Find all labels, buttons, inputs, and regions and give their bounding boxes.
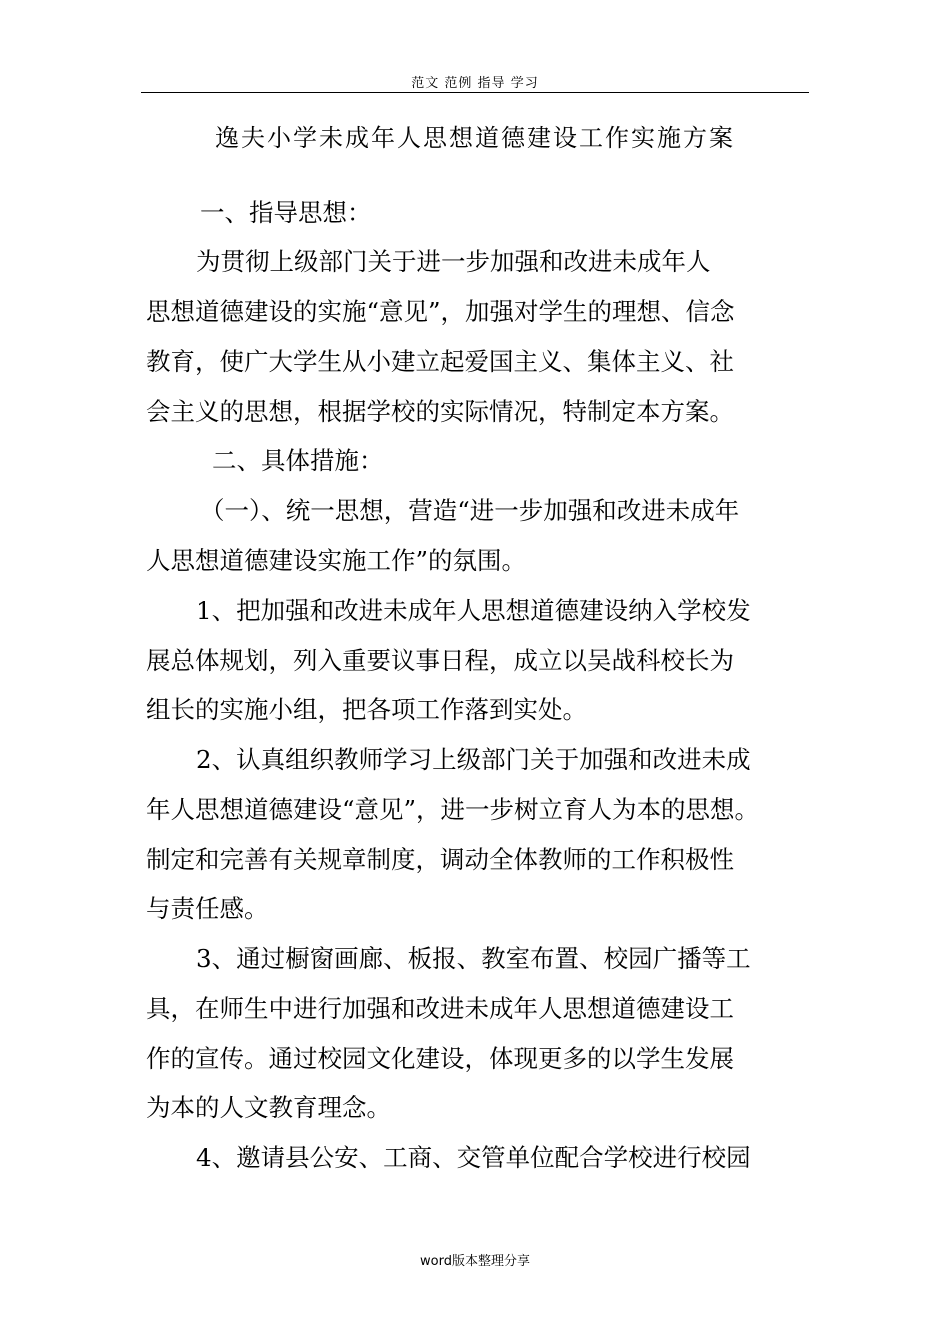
paragraph-line: 人思想道德建设实施工作”的氛围。 bbox=[146, 546, 527, 575]
paragraph-line: 展总体规划，列入重要议事日程，成立以吴战科校长为 bbox=[146, 646, 734, 675]
list-item-2: 2、认真组织教师学习上级部门关于加强和改进未成 bbox=[196, 745, 751, 774]
paragraph-line: 具，在师生中进行加强和改进未成年人思想道德建设工 bbox=[146, 994, 734, 1023]
paragraph-line: 教育，使广大学生从小建立起爱国主义、集体主义、社 bbox=[146, 347, 734, 376]
paragraph-line: 思想道德建设的实施“意见”，加强对学生的理想、信念 bbox=[146, 297, 735, 326]
document-title: 逸夫小学未成年人思想道德建设工作实施方案 bbox=[215, 124, 735, 152]
paragraph-line: 年人思想道德建设“意见”，进一步树立育人为本的思想。 bbox=[146, 795, 760, 824]
paragraph-line: 会主义的思想，根据学校的实际情况，特制定本方案。 bbox=[146, 397, 734, 426]
header-divider bbox=[141, 92, 809, 93]
list-item-3: 3、通过橱窗画廊、板报、教室布置、校园广播等工 bbox=[196, 944, 751, 973]
list-item-4: 4、邀请县公安、工商、交管单位配合学校进行校园 bbox=[196, 1143, 751, 1172]
section-heading-measures: 二、具体措施： bbox=[212, 446, 384, 475]
subsection-heading-1: （一）、统一思想，营造“进一步加强和改进未成年 bbox=[200, 496, 740, 525]
list-item-1: 1、把加强和改进未成年人思想道德建设纳入学校发 bbox=[196, 596, 751, 625]
paragraph-line: 作的宣传。通过校园文化建设，体现更多的以学生发展 bbox=[146, 1044, 734, 1073]
paragraph-line: 制定和完善有关规章制度，调动全体教师的工作积极性 bbox=[146, 845, 734, 874]
page-footer: word版本整理分享 bbox=[420, 1254, 530, 1269]
paragraph-line: 为本的人文教育理念。 bbox=[146, 1093, 391, 1122]
section-heading-guiding-ideology: 一、指导思想： bbox=[200, 198, 372, 227]
paragraph-line: 与责任感。 bbox=[146, 894, 269, 923]
paragraph-line: 组长的实施小组，把各项工作落到实处。 bbox=[146, 695, 587, 724]
page-header: 范文 范例 指导 学习 bbox=[411, 76, 539, 91]
paragraph-line: 为贯彻上级部门关于进一步加强和改进未成年人 bbox=[196, 247, 711, 276]
